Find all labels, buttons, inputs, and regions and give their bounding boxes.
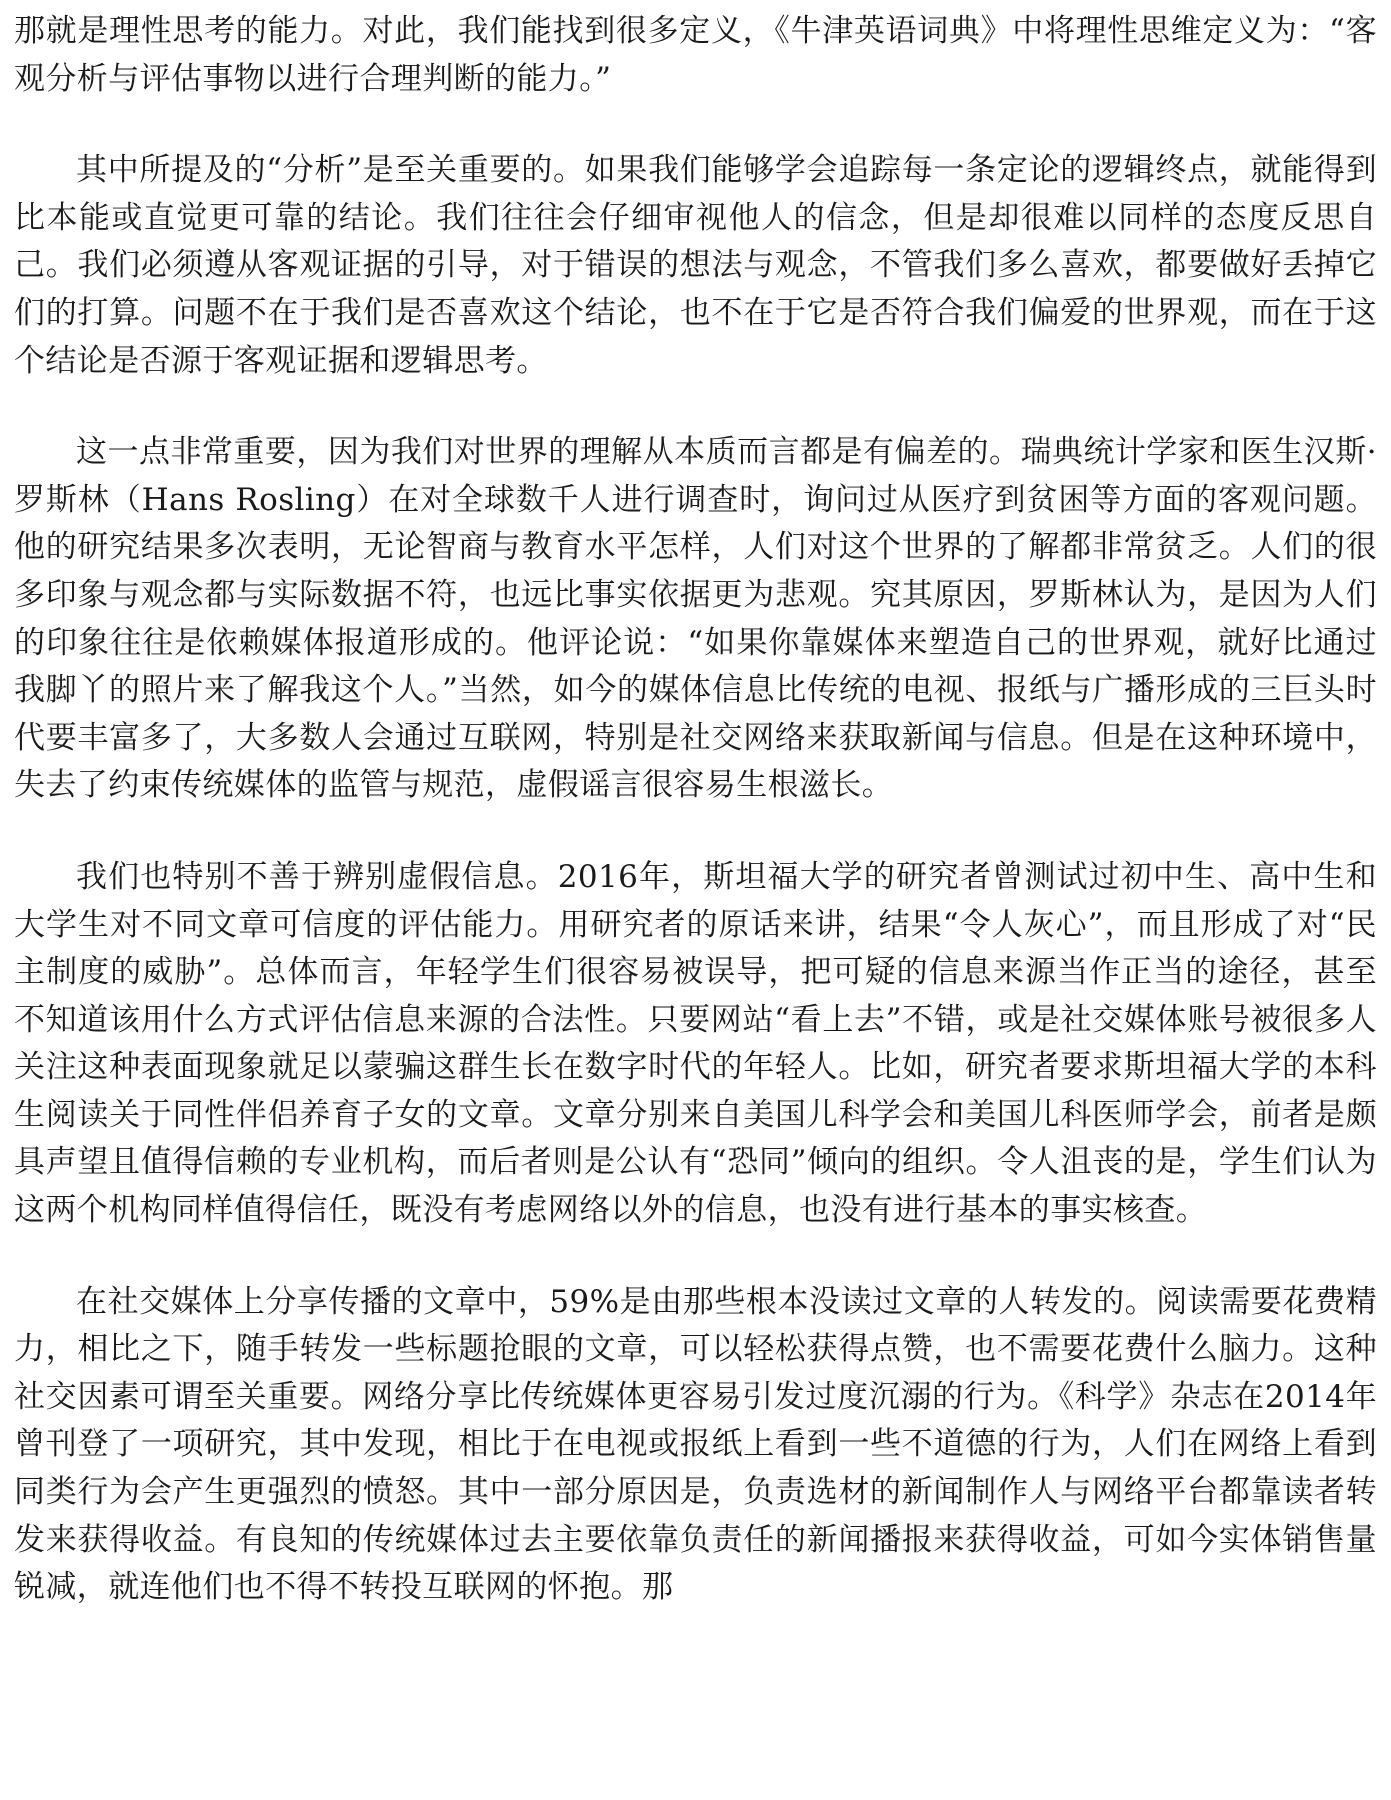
paragraph-analysis: 其中所提及的“分析”是至关重要的。如果我们能够学会追踪每一条定论的逻辑终点，就能得到比本能或直觉更可靠的结论。我们往往会仔细审视他人的信念，但是却很难以同样的态度反思自己。我们必须遵从客观证据的引导，对于错误的想法与观念，不管我们多么喜欢，都要做好丢掉它们的打算。问题不在于我们是否喜欢这个结论，也不在于它是否符合我们偏爱的世界观，而在于这个结论是否源于客观证据和逻辑思考。 — [14, 152, 1377, 379]
paragraph-stanford-study: 我们也特别不善于辨别虚假信息。2016年，斯坦福大学的研究者曾测试过初中生、高中生和大学生对不同文章可信度的评估能力。用研究者的原话来讲，结果“令人灰心”，而且形成了对“民主制度的威胁”。总体而言，年轻学生们很容易被误导，把可疑的信息来源当作正当的途径，甚至不知道该用什么方式评估信息来源的合法性。只要网站“看上去”不错，或是社交媒体账号被很多人关注这种表面现象就足以蒙骗这群生长在数字时代的年轻人。比如，研究者要求斯坦福大学的本科生阅读关于同性伴侣养育子女的文章。文章分别来自美国儿科学会和美国儿科医师学会，前者是颇具声望且值得信赖的专业机构，而后者则是公认有“恐同”倾向的组织。令人沮丧的是，学生们认为这两个机构同样值得信任，既没有考虑网络以外的信息，也没有进行基本的事实核查。 — [14, 858, 1377, 1229]
paragraph-continuation: 那就是理性思考的能力。对此，我们能找到很多定义，《牛津英语词典》中将理性思维定义为：“客观分析与评估事物以进行合理判断的能力。” — [14, 13, 1377, 97]
paragraph-social-media: 在社交媒体上分享传播的文章中，59%是由那些根本没读过文章的人转发的。阅读需要花费精力，相比之下，随手转发一些标题抢眼的文章，可以轻松获得点赞，也不需要花费什么脑力。这种社交因素可谓至关重要。网络分享比传统媒体更容易引发过度沉溺的行为。《科学》杂志在2014年曾刊登了一项研究，其中发现，相比于在电视或报纸上看到一些不道德的行为，人们在网络上看到同类行为会产生更强烈的愤怒。其中一部分原因是，负责选材的新闻制作人与网络平台都靠读者转发来获得收益。有良知的传统媒体过去主要依靠负责任的新闻播报来获得收益，可如今实体销售量锐减，就连他们也不得不转投互联网的怀抱。那 — [14, 1283, 1377, 1606]
paragraph-rosling: 这一点非常重要，因为我们对世界的理解从本质而言都是有偏差的。瑞典统计学家和医生汉斯·罗斯林（Hans Rosling）在对全球数千人进行调查时，询问过从医疗到贫困等方面的客观问题。他的研究结果多次表明，无论智商与教育水平怎样，人们对这个世界的了解都非常贫乏。人们的很多印象与观念都与实际数据不符，也远比事实依据更为悲观。究其原因，罗斯林认为，是因为人们的印象往往是依赖媒体报道形成的。他评论说：“如果你靠媒体来塑造自己的世界观，就好比通过我脚丫的照片来了解我这个人。”当然，如今的媒体信息比传统的电视、报纸与广播形成的三巨头时代要丰富多了，大多数人会通过互联网，特别是社交网络来获取新闻与信息。但是在这种环境中，失去了约束传统媒体的监管与规范，虚假谣言很容易生根滋长。 — [14, 434, 1377, 804]
